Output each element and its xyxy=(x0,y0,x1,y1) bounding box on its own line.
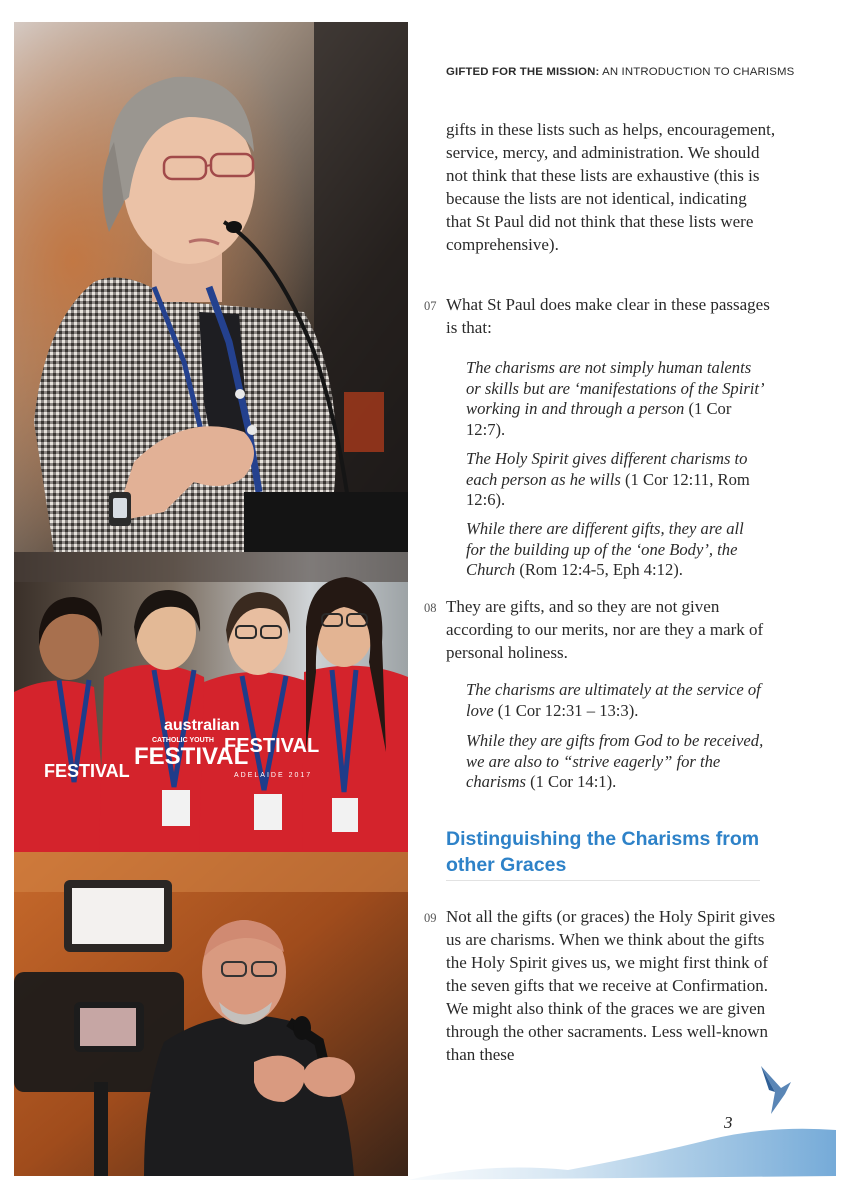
running-header-bold: GIFTED FOR THE MISSION: xyxy=(446,66,600,78)
heading-divider xyxy=(446,880,760,881)
quote-italic: The charisms are not simply human talents or skills but are ‘manifestations of the Spirit’ working in and through a person xyxy=(466,358,763,419)
paragraph-text: They are gifts, and so they are not given according to our merits, nor are they a mark of personal holiness. xyxy=(446,597,764,662)
quote-italic: The Holy Spirit gives different charisms to each person as he wills xyxy=(466,449,748,489)
quote-reference: (Rom 12:4-5, Eph 4:12). xyxy=(515,560,683,580)
svg-text:FESTIVAL: FESTIVAL xyxy=(44,761,130,781)
quote-1 xyxy=(466,358,766,440)
intro-paragraph: gifts in these lists such as helps, encouragement, service, mercy, and administration. We should not think that these lists are exhaustive (this is because the lists are not identical, indicating that St Paul did not think that these lists were comprehensive). xyxy=(446,120,776,254)
paragraph-07 xyxy=(424,293,776,339)
shirt-print-catholic-youth: CATHOLIC YOUTH xyxy=(152,737,214,744)
quote-italic: While they are gifts from God to be received, we are also to “strive eagerly” for the charisms xyxy=(466,731,764,792)
paragraph-number: 09 xyxy=(424,911,437,925)
quote-italic: While there are different gifts, they are all for the building up of the ‘one Body’, the Church xyxy=(466,519,744,580)
page-number: 3 xyxy=(724,1113,733,1132)
shirt-print-adelaide: ADELAIDE 2017 xyxy=(234,772,313,779)
section-heading: Distinguishing the Charisms from other Graces xyxy=(446,828,760,876)
quote-4 xyxy=(466,680,766,721)
quote-2 xyxy=(466,449,766,511)
paragraph-text: What St Paul does make clear in these passages is that: xyxy=(446,295,770,337)
quote-3 xyxy=(466,519,766,581)
photo-speaker-woman xyxy=(14,22,408,552)
quote-reference: (1 Cor 12:7). xyxy=(466,399,732,439)
running-header xyxy=(446,66,826,78)
photo-speaker-man xyxy=(14,852,408,1176)
paragraph-number: 08 xyxy=(424,601,437,615)
running-header-rest: AN INTRODUCTION TO CHARISMS xyxy=(599,66,795,78)
shirt-print-australian: australian xyxy=(164,717,240,734)
paragraph-text: Not all the gifts (or graces) the Holy Spirit gives us are charisms. When we think about the gifts the Holy Spirit gives us, we might first think of the seven gifts that we receive at Confirmation. We might also think of the graces we are given through the other sacraments. Less well-known than these xyxy=(446,907,776,1064)
quote-5 xyxy=(466,731,766,793)
paragraph-number: 07 xyxy=(424,299,437,313)
quote-reference: (1 Cor 12:11, Rom 12:6). xyxy=(466,469,750,510)
quote-reference: (1 Cor 14:1). xyxy=(525,772,617,792)
quote-italic: The charisms are ultimately at the service of love xyxy=(466,680,761,720)
watercolor-wash xyxy=(408,1100,848,1200)
svg-text:FESTIVAL: FESTIVAL xyxy=(224,735,320,757)
paragraph-09 xyxy=(424,905,776,1066)
quote-reference: (1 Cor 12:31 – 13:3). xyxy=(493,700,639,720)
paragraph-08 xyxy=(424,595,776,664)
shirt-print-festival: FESTIVAL xyxy=(134,743,249,770)
photo-festival-volunteers xyxy=(14,552,408,852)
